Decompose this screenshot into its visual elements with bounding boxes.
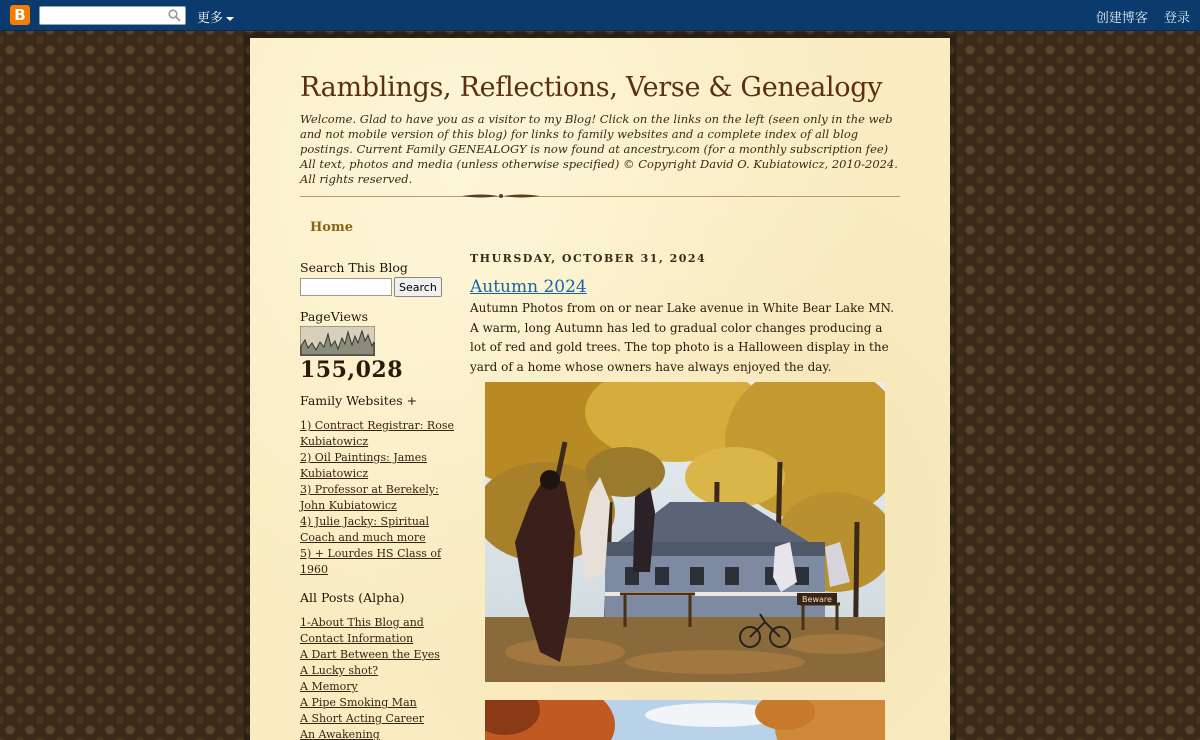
post-title-link[interactable]: Autumn 2024 — [470, 277, 587, 297]
pageviews-sparkline — [300, 326, 375, 356]
all-posts-title: All Posts (Alpha) — [300, 590, 405, 605]
autumn-trees-image — [485, 700, 885, 740]
halloween-yard-image — [485, 382, 885, 682]
header-divider — [300, 196, 900, 199]
post-link[interactable]: A Lucky shot? — [300, 664, 379, 677]
sign-in-link[interactable]: 登录 — [1163, 11, 1190, 26]
family-websites-title: Family Websites + — [300, 393, 418, 408]
navbar-right-links — [1084, 7, 1190, 26]
family-link[interactable]: 3) Professor at Berekely: John Kubiatowicz — [300, 483, 439, 512]
family-link[interactable]: 5) + Lourdes HS Class of 1960 — [300, 547, 442, 576]
search-widget-title: Search This Blog — [300, 260, 408, 275]
blogger-navbar — [0, 0, 1200, 31]
post-link[interactable]: A Memory — [300, 680, 358, 693]
post-date: THURSDAY, OCTOBER 31, 2024 — [470, 252, 707, 265]
search-icon[interactable] — [168, 9, 181, 22]
more-menu-label: 更多 — [197, 11, 224, 26]
blog-search-input[interactable] — [300, 278, 392, 296]
divider-ornament-icon — [462, 193, 540, 199]
family-link[interactable]: 2) Oil Paintings: James Kubiatowicz — [300, 451, 427, 480]
chevron-down-icon — [226, 17, 234, 21]
autumn-trees-photo[interactable] — [485, 700, 885, 740]
post-link[interactable]: 1-About This Blog and Contact Information — [300, 616, 424, 645]
family-link[interactable]: 1) Contract Registrar: Rose Kubiatowicz — [300, 419, 454, 448]
blog-title[interactable]: Ramblings, Reflections, Verse & Genealogy — [300, 72, 883, 103]
more-menu-button[interactable] — [197, 7, 234, 26]
blog-search-row — [300, 277, 455, 297]
create-blog-link[interactable]: 创建博客 — [1095, 11, 1148, 26]
post-link[interactable]: An Awakening — [300, 728, 380, 740]
family-link[interactable]: 4) Julie Jacky: Spiritual Coach and much more — [300, 515, 429, 544]
post-link[interactable]: A Pipe Smoking Man — [300, 696, 417, 709]
pageviews-count: 155,028 — [300, 357, 404, 383]
family-links-list — [300, 418, 455, 578]
tab-home[interactable]: Home — [310, 220, 353, 235]
navbar-search-input[interactable] — [40, 11, 168, 28]
navbar-search-box[interactable] — [39, 6, 186, 25]
all-posts-list — [300, 615, 455, 740]
sidebar — [300, 260, 455, 740]
post-link[interactable]: A Dart Between the Eyes — [300, 648, 440, 661]
beware-sign-text: Beware — [802, 595, 832, 604]
blog-description: Welcome. Glad to have you as a visitor to my Blog! Click on the links on the left (seen only in the web and not mobile version of this blog) for links to family websites and a complete index of all blog postings. Current Family GENEALOGY is now found at ancestry.com (for a monthly subscription fee) All text, photos and media (unless otherwise specified) © Copyright David O. Kubiatowicz, 2010-2024. All rights reserved. — [300, 112, 898, 186]
halloween-yard-photo[interactable] — [485, 382, 885, 682]
blogger-logo-icon[interactable]: B — [10, 5, 30, 25]
blog-search-button[interactable]: Search — [394, 277, 442, 297]
blog-page — [250, 38, 950, 740]
post-link[interactable]: A Short Acting Career — [300, 712, 425, 725]
main-column — [470, 252, 900, 604]
post-body: Autumn Photos from on or near Lake avenue in White Bear Lake MN. A warm, long Autumn has led to gradual color changes producing a lot of red and gold trees. The top photo is a Halloween display in the yard of a home whose owners have always enjoyed the day. — [470, 301, 895, 374]
pageviews-title: PageViews — [300, 309, 369, 324]
